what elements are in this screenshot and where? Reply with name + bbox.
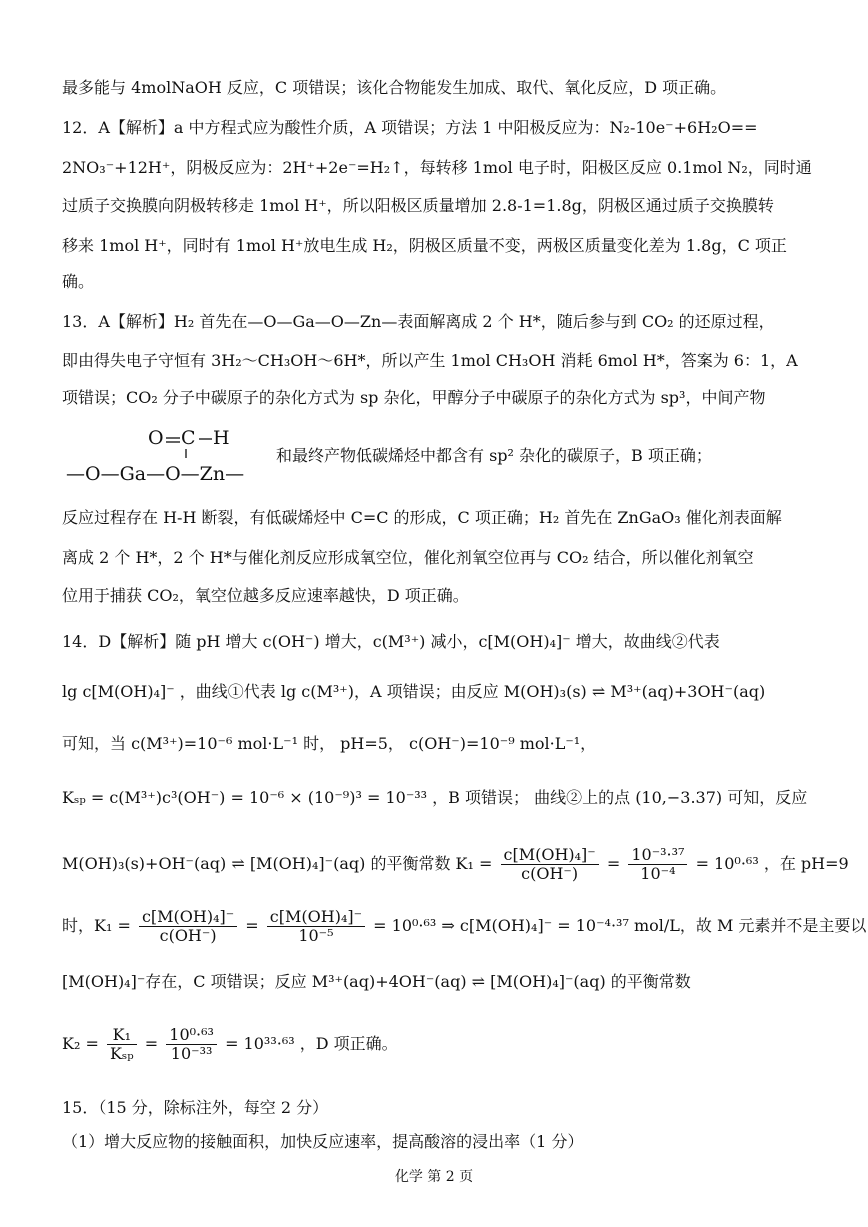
numerator: c[M(OH)₄]⁻ [267,908,365,927]
fraction [139,908,237,945]
numerator: K₁ [107,1026,137,1045]
structure-chain: —O—Ga—O—Zn— [66,463,245,485]
denominator: Kₛₚ [109,1044,134,1063]
numerator: 10⁰·⁶³ [166,1026,217,1045]
numerator: c[M(OH)₄]⁻ [501,846,599,865]
q13-line-6: 离成 2 个 H*，2 个 H*与催化剂反应形成氧空位，催化剂氧空位再与 CO₂ 结合，所以催化剂氧空 [62,548,754,567]
structure-atom-o: O [148,427,164,449]
q13-line-5: 反应过程存在 H-H 断裂，有低碳烯烃中 C=C 的形成，C 项正确；H₂ 首先在 ZnGaO₃ 催化剂表面解 [62,508,782,527]
denominator: c(OH⁻) [159,926,217,945]
q12-line-1: 12．A【解析】a 中方程式应为酸性介质，A 项错误；方法 1 中阳极反应为：N₂-10e⁻+6H₂O== [62,118,758,137]
text-line: 最多能与 4molNaOH 反应，C 项错误；该化合物能发生加成、取代、氧化反应，D 项正确。 [62,78,727,97]
page-footer: 化学 第 2 页 [394,1169,474,1185]
q12-line-5: 确。 [62,272,95,291]
q14-line-7: [M(OH)₄]⁻存在，C 项错误；反应 M³⁺(aq)+4OH⁻(aq) ⇌ [M(OH)₄]⁻(aq) 的平衡常数 [62,972,691,991]
q13-line-2: 即由得失电子守恒有 3H₂～CH₃OH～6H*，所以产生 1mol CH₃OH 消耗 6mol H*，答案为 6：1，A [62,351,798,370]
q14-text: = 10³³·⁶³ ，D 项正确。 [225,1034,398,1053]
q14-line-1: 14．D【解析】随 pH 增大 c(OH⁻) 增大，c(M³⁺) 减小，c[M(OH)₄]⁻ 增大，故曲线②代表 [62,632,720,651]
q14-text: = 10⁰·⁶³ ⇒ c[M(OH)₄]⁻ = 10⁻⁴·³⁷ mol/L，故 M 元素并不是主要以 [373,916,867,935]
q14-text: K₂ = [62,1034,99,1053]
denominator: 10⁻⁵ [298,926,334,945]
structure-atom-h: H [213,427,230,449]
q14-line-3: 可知，当 c(M³⁺)=10⁻⁶ mol·L⁻¹ 时， pH=5， c(OH⁻)=10⁻⁹ mol·L⁻¹， [62,734,597,753]
q14-text: 时，K₁ = [62,916,131,935]
structure-atom-c: C [181,427,196,449]
fraction [628,846,687,883]
numerator: 10⁻³·³⁷ [628,846,687,865]
denominator: 10⁻⁴ [640,864,676,883]
q14-text: = 10⁰·⁶³ ，在 pH=9 [695,854,849,873]
fraction [166,1026,217,1063]
q15-line-1: 15．（15 分，除标注外，每空 2 分） [62,1098,329,1117]
fraction [267,908,365,945]
q14-text: M(OH)₃(s)+OH⁻(aq) ⇌ [M(OH)₄]⁻(aq) 的平衡常数 K₁ = [62,854,493,873]
q12-line-4: 移来 1mol H⁺，同时有 1mol H⁺放电生成 H₂，阴极区质量不变，两极区质量变化差为 1.8g，C 项正 [62,236,787,255]
q12-line-2: 2NO₃⁻+12H⁺，阴极反应为：2H⁺+2e⁻=H₂↑，每转移 1mol 电子时，阳极区反应 0.1mol N₂，同时通 [62,158,812,177]
intermediate-structure-diagram [66,424,276,494]
q12-line-3: 过质子交换膜向阴极转移走 1mol H⁺，所以阳极区质量增加 2.8-1=1.8g，阴极区通过质子交换膜转 [62,196,774,215]
numerator: c[M(OH)₄]⁻ [139,908,237,927]
fraction [107,1026,137,1063]
q14-line-5: M(OH)₃(s)+OH⁻(aq) ⇌ [M(OH)₄]⁻(aq) 的平衡常数 K₁ = $\frac{\text{c[M(OH)₄]⁻}}{c(OH^-)}$ = $\frac{\text{10⁻³·³⁷}}{\text{10⁻⁴}}$ = 10⁰·⁶³ ，在 pH=9 [62,845,849,883]
denominator: 10⁻³³ [170,1044,213,1063]
q14-line-4: Kₛₚ = c(M³⁺)c³(OH⁻) = 10⁻⁶ × (10⁻⁹)³ = 10⁻³³ ，B 项错误； 曲线②上的点 (10,−3.37) 可知，反应 [62,788,808,807]
fraction [501,846,599,883]
q14-line-8: K₂ = $\frac{\text{K₁}}{\text{Kₛₚ}}$ = $\frac{\text{10⁰·⁶³}}{\text{10⁻³³}}$ = 10³³·⁶³ ，D 项正确。 [62,1025,398,1063]
denominator: c(OH⁻) [521,864,579,883]
q14-line-6: 时，K₁ = $\frac{\text{c[M(OH)₄]⁻}}{c(OH^-)}$ = $\frac{\text{c[M(OH)₄]⁻}}{\text{10⁻⁵}}$ = 10⁰·⁶³ ⇒ c[M(OH)₄]⁻ = 10⁻⁴·³⁷ mol/L，故 M 元素并不是主要以 [62,907,867,945]
q13-line-1: 13．A【解析】H₂ 首先在—O—Ga—O—Zn—表面解离成 2 个 H*，随后参与到 CO₂ 的还原过程， [62,312,775,331]
q13-line-3: 项错误；CO₂ 分子中碳原子的杂化方式为 sp 杂化，甲醇分子中碳原子的杂化方式为 sp³，中间产物 [62,388,766,407]
q13-line-4: 和最终产物低碳烯烃中都含有 sp² 杂化的碳原子，B 项正确； [276,446,712,465]
q13-line-7: 位用于捕获 CO₂，氧空位越多反应速率越快，D 项正确。 [62,586,469,605]
q14-line-2: lg c[M(OH)₄]⁻ ，曲线①代表 lg c(M³⁺)，A 项错误；由反应 M(OH)₃(s) ⇌ M³⁺(aq)+3OH⁻(aq) [62,682,766,701]
q15-line-2: （1）增大反应物的接触面积，加快反应速率，提高酸溶的浸出率（1 分） [62,1132,584,1151]
